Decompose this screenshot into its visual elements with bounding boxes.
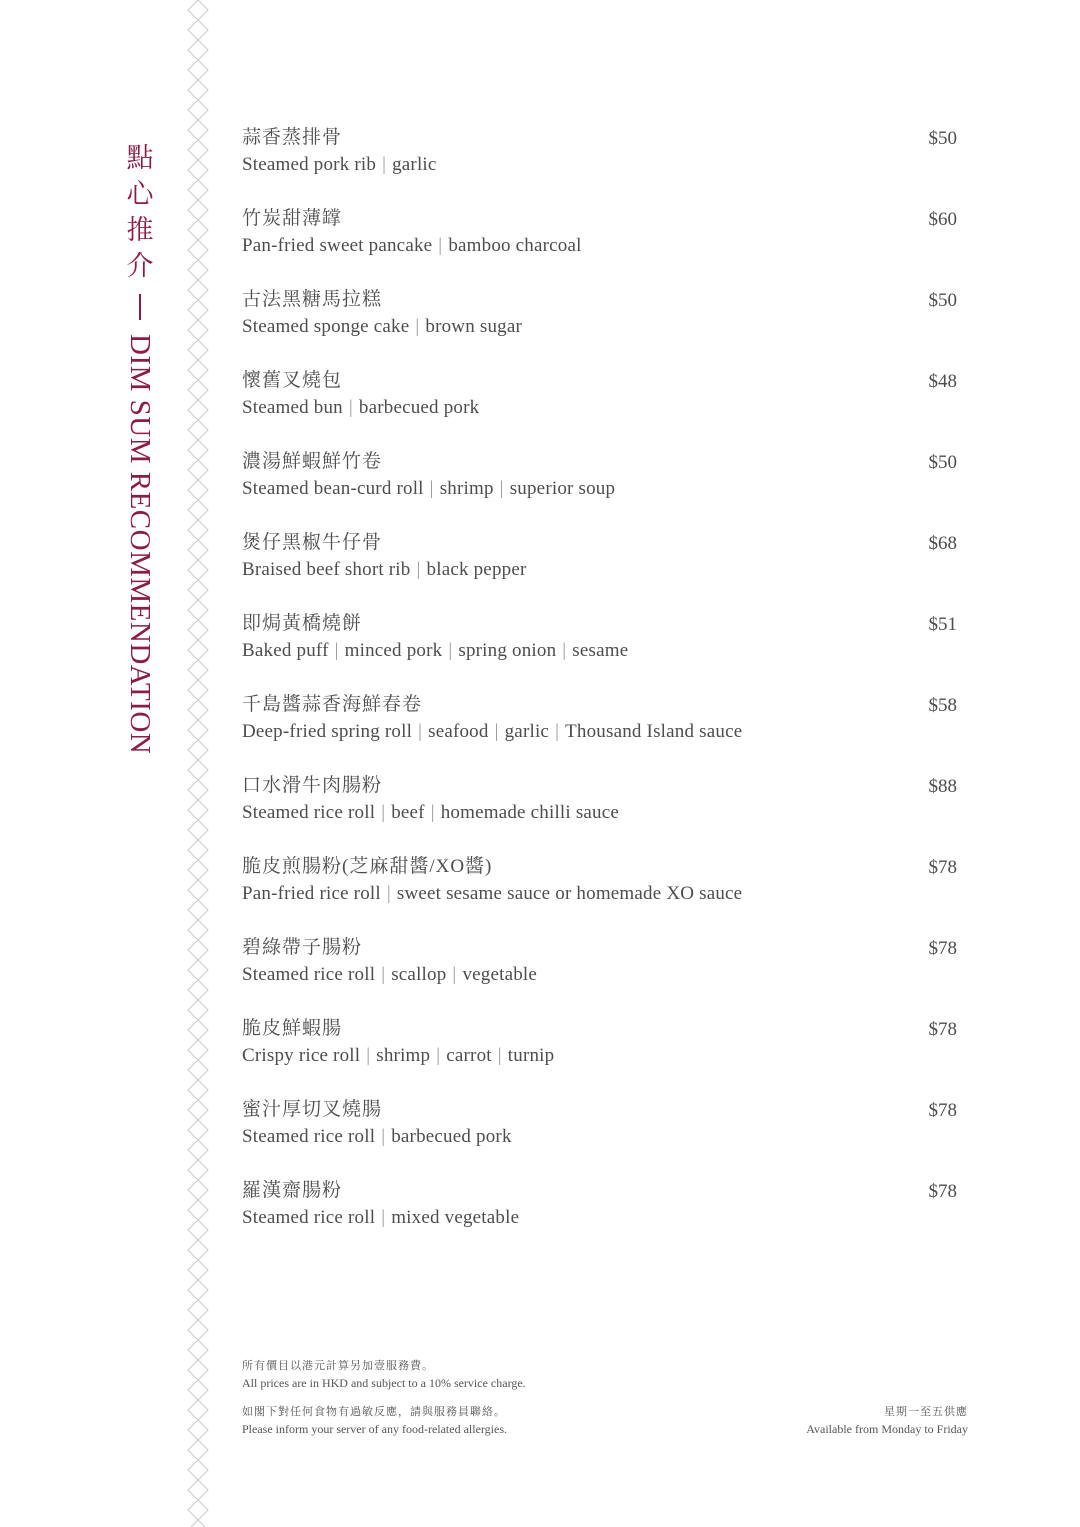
menu-item-description	[242, 1043, 962, 1069]
title-divider	[139, 294, 141, 320]
menu-item-component: black pepper	[426, 559, 527, 580]
menu-item-component: Steamed bun	[242, 397, 343, 418]
menu-item-price: $78	[928, 857, 957, 878]
menu-item-component: vegetable	[462, 964, 538, 985]
separator: |	[381, 1126, 386, 1147]
menu-item	[242, 529, 962, 610]
menu-item-description	[242, 962, 962, 988]
separator: |	[348, 397, 353, 418]
menu-item	[242, 448, 962, 529]
separator: |	[429, 478, 434, 499]
separator: |	[382, 154, 387, 175]
menu-item-component: shrimp	[439, 478, 494, 499]
menu-item-component: Steamed rice roll	[242, 1126, 376, 1147]
menu-item-name-zh: 古法黑糖馬拉糕	[242, 289, 383, 310]
menu-item-component: mixed vegetable	[391, 1207, 520, 1228]
separator: |	[381, 802, 386, 823]
menu-item-component: seafood	[428, 721, 489, 742]
menu-item-name-zh: 脆皮煎腸粉(芝麻甜醬/XO醬)	[242, 856, 493, 877]
allergy-note-zh: 如閣下對任何食物有過敏反應，請與服務員聯絡。	[242, 1406, 506, 1418]
separator: |	[448, 640, 453, 661]
menu-item	[242, 691, 962, 772]
menu-item-description	[242, 395, 962, 421]
separator: |	[418, 721, 423, 742]
separator: |	[334, 640, 339, 661]
separator: |	[415, 316, 420, 337]
menu-item	[242, 124, 962, 205]
menu-item-component: Steamed sponge cake	[242, 316, 410, 337]
separator: |	[438, 235, 443, 256]
separator: |	[386, 883, 391, 904]
menu-item-component: beef	[391, 802, 425, 823]
menu-item-component: bamboo charcoal	[448, 235, 582, 256]
menu-item-name-zh: 懷舊叉燒包	[242, 370, 343, 391]
menu-item-price: $51	[928, 614, 957, 635]
menu-item	[242, 853, 962, 934]
separator: |	[562, 640, 567, 661]
menu-item-name-zh: 碧綠帶子腸粉	[242, 937, 363, 958]
availability-note-en: Available from Monday to Friday	[806, 1422, 968, 1436]
menu-item-name-zh: 濃湯鮮蝦鮮竹卷	[242, 451, 383, 472]
menu-item-component: Pan-fried sweet pancake	[242, 235, 433, 256]
menu-item	[242, 934, 962, 1015]
menu-item-description	[242, 476, 962, 502]
menu-item-description	[242, 638, 962, 664]
menu-item-name-zh: 蜜汁厚切叉燒腸	[242, 1099, 383, 1120]
service-charge-note-zh: 所有價目以港元計算另加壹服務費。	[242, 1360, 434, 1372]
menu-item-price: $78	[928, 938, 957, 959]
service-charge-note	[242, 1358, 968, 1391]
availability-note	[806, 1404, 968, 1437]
menu-item-component: minced pork	[344, 640, 443, 661]
separator: |	[430, 802, 435, 823]
menu-item-component: scallop	[391, 964, 447, 985]
menu-item-description	[242, 1205, 962, 1231]
menu-item	[242, 286, 962, 367]
menu-item-description	[242, 233, 962, 259]
menu-item-name-zh: 脆皮鮮蝦腸	[242, 1018, 343, 1039]
availability-note-zh: 星期一至五供應	[884, 1406, 968, 1418]
menu-item-description	[242, 881, 962, 907]
menu-item-component: Steamed pork rib	[242, 154, 377, 175]
menu-item-description	[242, 1124, 962, 1150]
section-title	[122, 140, 158, 754]
menu-item-description	[242, 800, 962, 826]
menu-item-price: $68	[928, 533, 957, 554]
menu-item-component: sesame	[572, 640, 629, 661]
separator: |	[555, 721, 560, 742]
menu-item-name-zh: 口水滑牛肉腸粉	[242, 775, 383, 796]
menu-item-name-zh: 千島醬蒜香海鮮春卷	[242, 694, 423, 715]
menu-item-component: Thousand Island sauce	[565, 721, 743, 742]
menu-item	[242, 205, 962, 286]
menu-item-description	[242, 557, 962, 583]
menu-item-component: Braised beef short rib	[242, 559, 411, 580]
menu-item-component: barbecued pork	[391, 1126, 512, 1147]
menu-item-component: shrimp	[376, 1045, 431, 1066]
menu-item-component: garlic	[504, 721, 550, 742]
menu-item	[242, 1096, 962, 1177]
separator: |	[381, 1207, 386, 1228]
menu-item-price: $50	[928, 452, 957, 473]
menu-item	[242, 1015, 962, 1096]
separator: |	[497, 1045, 502, 1066]
menu-item-price: $48	[928, 371, 957, 392]
dim-sum-menu	[242, 124, 962, 1258]
menu-item-price: $78	[928, 1181, 957, 1202]
separator: |	[452, 964, 457, 985]
section-title-en: DIM SUM RECOMMENDATION	[124, 334, 156, 755]
menu-item-description	[242, 314, 962, 340]
separator: |	[366, 1045, 371, 1066]
menu-item-name-zh: 即焗黃橋燒餅	[242, 613, 363, 634]
menu-item-component: Steamed rice roll	[242, 964, 376, 985]
menu-item-component: garlic	[392, 154, 437, 175]
menu-item-price: $60	[928, 209, 957, 230]
menu-item-component: Steamed rice roll	[242, 802, 376, 823]
service-charge-note-en: All prices are in HKD and subject to a 10% service charge.	[242, 1376, 526, 1390]
menu-item-component: homemade chilli sauce	[440, 802, 620, 823]
separator: |	[499, 478, 504, 499]
menu-item	[242, 367, 962, 448]
menu-item-component: Steamed rice roll	[242, 1207, 376, 1228]
separator: |	[381, 964, 386, 985]
lattice-border	[186, 0, 210, 1527]
menu-item	[242, 1177, 962, 1258]
menu-item-component: sweet sesame sauce or homemade XO sauce	[396, 883, 743, 904]
menu-item-name-zh: 蒜香蒸排骨	[242, 127, 343, 148]
menu-item-name-zh: 竹炭甜薄罉	[242, 208, 343, 229]
menu-item-component: Baked puff	[242, 640, 329, 661]
menu-item-price: $88	[928, 776, 957, 797]
menu-notes	[242, 1358, 968, 1450]
menu-item-component: turnip	[507, 1045, 555, 1066]
menu-item-price: $78	[928, 1019, 957, 1040]
menu-item-description	[242, 152, 962, 178]
allergy-note-en: Please inform your server of any food-related allergies.	[242, 1422, 508, 1436]
menu-item-component: Pan-fried rice roll	[242, 883, 381, 904]
menu-item-description	[242, 719, 962, 745]
menu-item-price: $78	[928, 1100, 957, 1121]
separator: |	[494, 721, 499, 742]
menu-item-component: spring onion	[458, 640, 557, 661]
menu-item-component: Deep-fried spring roll	[242, 721, 413, 742]
menu-item-name-zh: 羅漢齋腸粉	[242, 1180, 343, 1201]
menu-item-price: $50	[928, 290, 957, 311]
menu-item-component: superior soup	[509, 478, 616, 499]
menu-item-name-zh: 煲仔黑椒牛仔骨	[242, 532, 383, 553]
menu-item-component: Crispy rice roll	[242, 1045, 361, 1066]
menu-item	[242, 772, 962, 853]
menu-item-component: carrot	[446, 1045, 492, 1066]
menu-item	[242, 610, 962, 691]
separator: |	[416, 559, 421, 580]
menu-item-component: Steamed bean-curd roll	[242, 478, 424, 499]
separator: |	[436, 1045, 441, 1066]
menu-item-component: brown sugar	[425, 316, 523, 337]
menu-item-price: $58	[928, 695, 957, 716]
section-title-zh: 點心推介	[126, 143, 154, 281]
menu-item-component: barbecued pork	[358, 397, 480, 418]
menu-item-price: $50	[928, 128, 957, 149]
